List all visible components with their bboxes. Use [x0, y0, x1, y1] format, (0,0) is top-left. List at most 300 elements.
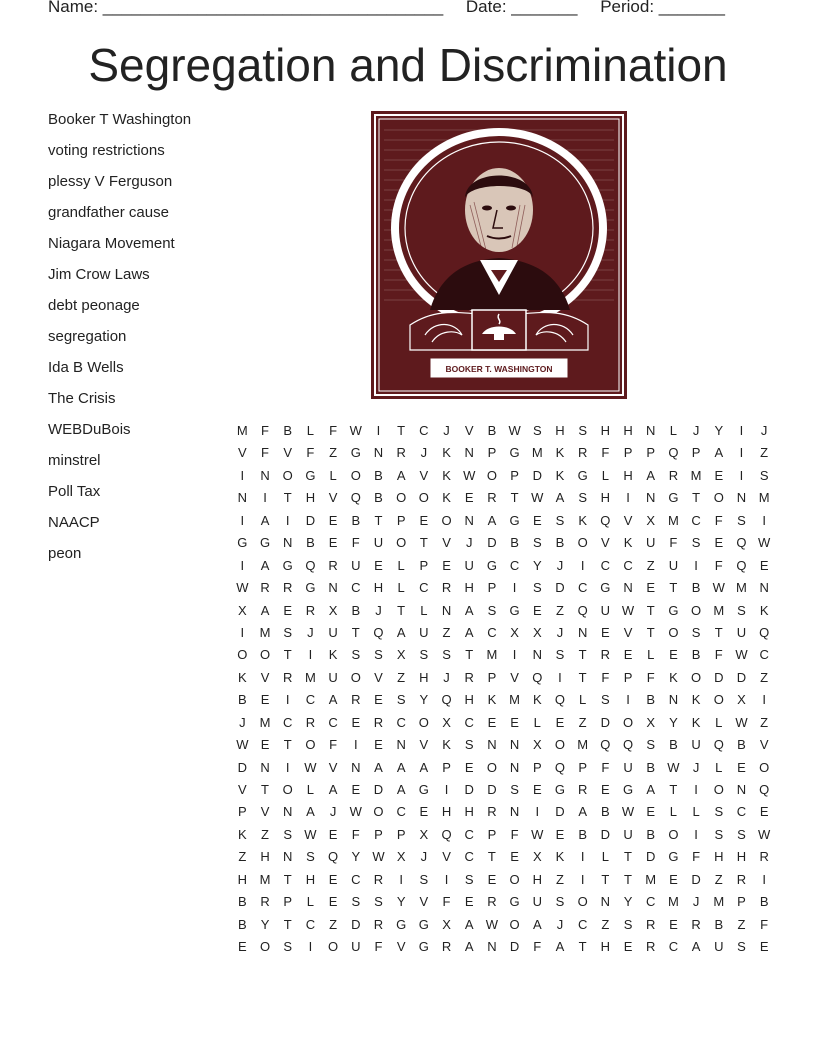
word-list-item: Niagara Movement	[48, 235, 175, 252]
grid-letter: E	[623, 939, 633, 955]
grid-letter: T	[283, 916, 292, 932]
grid-letter: I	[694, 782, 698, 797]
grid-letter: L	[692, 804, 700, 820]
grid-letter: T	[419, 535, 428, 551]
grid-letter: P	[646, 445, 656, 461]
date-field-label: Date: _______	[465, 0, 578, 16]
grid-letter: B	[306, 535, 315, 551]
grid-letter: M	[304, 669, 316, 685]
grid-letter: O	[305, 737, 316, 753]
grid-letter: B	[510, 535, 519, 551]
grid-letter: X	[532, 849, 542, 865]
grid-letter: Q	[736, 557, 747, 573]
grid-letter: W	[735, 647, 748, 663]
grid-letter: C	[305, 916, 316, 932]
grid-letter: J	[556, 557, 564, 573]
grid-letter: Y	[714, 423, 724, 438]
grid-letter: O	[554, 737, 566, 753]
grid-letter: B	[669, 737, 678, 753]
grid-letter: R	[668, 467, 679, 483]
grid-letter: Z	[760, 669, 769, 685]
grid-letter: B	[714, 916, 724, 932]
grid-letter: T	[351, 624, 360, 640]
grid-letter: H	[373, 580, 384, 596]
grid-letter: O	[373, 804, 384, 820]
grid-letter: G	[600, 580, 611, 596]
grid-letter: Q	[305, 557, 316, 573]
grid-letter: X	[532, 624, 542, 640]
grid-letter: A	[260, 512, 270, 528]
grid-letter: Z	[601, 916, 610, 932]
grid-letter: W	[372, 849, 385, 865]
grid-letter: L	[601, 467, 609, 483]
grid-letter: I	[240, 512, 245, 528]
grid-row	[231, 914, 776, 936]
grid-letter: C	[487, 624, 497, 640]
grid-letter: E	[260, 692, 270, 708]
word-list	[48, 110, 191, 575]
grid-letter: K	[238, 669, 247, 685]
grid-letter: L	[601, 849, 609, 865]
grid-letter: N	[668, 692, 679, 708]
grid-letter: L	[397, 580, 405, 596]
grid-letter: T	[261, 782, 269, 797]
grid-letter: D	[487, 782, 497, 797]
grid-letter: S	[419, 871, 429, 887]
grid-letter: Z	[397, 669, 406, 685]
grid-row	[231, 600, 776, 622]
grid-letter: G	[668, 849, 679, 865]
grid-letter: U	[714, 939, 724, 955]
grid-letter: B	[691, 580, 701, 596]
grid-letter: T	[487, 849, 496, 865]
grid-letter: K	[238, 826, 247, 842]
word-list-item: WEBDuBois	[48, 421, 131, 438]
grid-letter: I	[626, 490, 630, 506]
grid-letter: P	[487, 669, 497, 685]
grid-letter: R	[646, 939, 656, 955]
grid-letter: D	[555, 580, 565, 596]
grid-letter: H	[623, 467, 633, 483]
grid-letter: W	[531, 826, 544, 842]
grid-letter: R	[487, 894, 497, 910]
grid-letter: R	[305, 602, 316, 618]
grid-letter: S	[532, 423, 542, 438]
grid-letter: Z	[555, 871, 564, 887]
grid-letter: M	[509, 692, 521, 708]
grid-letter: C	[419, 423, 429, 438]
grid-letter: S	[283, 826, 293, 842]
grid-letter: R	[759, 849, 769, 865]
grid-letter: T	[283, 490, 292, 506]
grid-letter: K	[532, 692, 542, 708]
grid-letter: Y	[351, 849, 361, 865]
grid-letter: N	[441, 602, 452, 618]
grid-letter: P	[396, 826, 406, 842]
grid-letter: R	[260, 580, 270, 596]
grid-letter: I	[626, 692, 630, 708]
grid-letter: E	[487, 871, 497, 887]
grid-letter: M	[713, 602, 725, 618]
grid-letter: D	[351, 916, 361, 932]
grid-letter: E	[601, 624, 610, 640]
grid-letter: X	[419, 826, 429, 842]
grid-letter: Q	[441, 692, 452, 708]
grid-letter: S	[737, 939, 746, 955]
grid-letter: G	[509, 602, 520, 618]
grid-letter: S	[555, 894, 565, 910]
grid-letter: K	[623, 535, 633, 551]
grid-letter: W	[485, 916, 499, 932]
grid-letter: O	[350, 467, 361, 483]
grid-letter: W	[735, 714, 748, 730]
grid-letter: M	[486, 647, 498, 663]
grid-letter: N	[464, 512, 474, 528]
grid-letter: K	[555, 445, 565, 461]
grid-letter: S	[623, 916, 633, 932]
grid-letter: S	[442, 647, 451, 663]
grid-letter: E	[759, 557, 769, 573]
grid-letter: R	[577, 445, 588, 461]
grid-letter: B	[578, 826, 587, 842]
grid-letter: H	[736, 849, 747, 865]
grid-row	[231, 555, 776, 577]
grid-letter: N	[577, 624, 588, 640]
grid-letter: G	[668, 602, 679, 618]
grid-letter: Q	[373, 624, 384, 640]
grid-letter: Q	[554, 692, 566, 708]
grid-letter: K	[442, 467, 451, 483]
grid-letter: S	[601, 692, 610, 708]
grid-letter: B	[646, 759, 656, 775]
grid-letter: E	[646, 804, 656, 820]
word-search-grid	[231, 420, 776, 959]
grid-letter: M	[259, 714, 271, 730]
grid-letter: Q	[577, 602, 588, 618]
grid-letter: Q	[668, 445, 679, 461]
grid-letter: B	[283, 423, 293, 438]
grid-letter: I	[285, 759, 290, 775]
word-list-item: The Crisis	[48, 390, 116, 407]
grid-letter: I	[580, 849, 585, 865]
grid-letter: Y	[396, 894, 406, 910]
grid-letter: H	[305, 871, 316, 887]
grid-letter: A	[306, 804, 315, 820]
grid-letter: S	[351, 894, 361, 910]
grid-letter: Z	[261, 826, 269, 842]
grid-letter: S	[532, 535, 542, 551]
grid-letter: U	[623, 759, 633, 775]
grid-letter: P	[691, 445, 701, 461]
grid-letter: A	[646, 782, 656, 797]
grid-letter: V	[374, 669, 383, 685]
grid-letter: P	[623, 445, 633, 461]
grid-letter: P	[419, 557, 429, 573]
grid-letter: K	[691, 714, 701, 730]
grid-letter: S	[374, 894, 383, 910]
grid-letter: Z	[329, 916, 338, 932]
grid-letter: E	[532, 512, 542, 528]
grid-letter: S	[283, 624, 293, 640]
grid-letter: N	[600, 894, 611, 910]
grid-letter: Y	[623, 894, 633, 910]
grid-letter: Q	[328, 849, 339, 865]
grid-letter: J	[443, 423, 450, 438]
grid-letter: E	[351, 714, 361, 730]
grid-letter: K	[442, 490, 451, 506]
grid-letter: G	[418, 939, 429, 955]
grid-letter: G	[237, 535, 248, 551]
grid-letter: R	[600, 647, 611, 663]
grid-letter: D	[509, 939, 520, 955]
grid-letter: A	[646, 467, 656, 483]
grid-letter: G	[486, 557, 497, 573]
grid-row	[231, 846, 776, 868]
word-list-item: voting restrictions	[48, 142, 165, 159]
grid-letter: R	[441, 939, 452, 955]
grid-letter: U	[668, 557, 679, 573]
grid-letter: C	[646, 894, 656, 910]
grid-letter: I	[739, 445, 744, 461]
grid-letter: X	[396, 849, 406, 865]
grid-letter: V	[442, 535, 451, 551]
grid-letter: T	[669, 580, 678, 596]
portrait-image	[370, 110, 628, 400]
grid-letter: W	[508, 423, 521, 438]
grid-letter: O	[396, 535, 407, 551]
grid-letter: E	[351, 782, 361, 797]
grid-letter: I	[399, 871, 403, 887]
grid-letter: I	[240, 624, 245, 640]
grid-letter: L	[306, 423, 315, 438]
grid-letter: C	[283, 714, 293, 730]
grid-letter: C	[351, 871, 361, 887]
grid-letter: G	[509, 445, 520, 461]
grid-letter: D	[600, 714, 611, 730]
grid-letter: E	[555, 714, 565, 730]
grid-letter: D	[691, 871, 701, 887]
grid-letter: S	[283, 939, 293, 955]
portrait-caption: BOOKER T. WASHINGTON	[445, 364, 553, 374]
grid-letter: U	[464, 557, 474, 573]
grid-letter: I	[739, 467, 744, 483]
grid-letter: E	[487, 714, 497, 730]
grid-letter: X	[646, 714, 656, 730]
word-list-item: debt peonage	[48, 297, 140, 314]
grid-letter: W	[712, 580, 725, 596]
grid-letter: G	[396, 916, 407, 932]
grid-letter: O	[328, 939, 339, 955]
grid-letter: H	[714, 849, 724, 865]
grid-letter: N	[736, 782, 747, 797]
grid-letter: C	[736, 804, 747, 820]
grid-letter: N	[509, 737, 520, 753]
grid-letter: I	[376, 423, 381, 438]
grid-letter: I	[694, 557, 698, 573]
grid-letter: B	[601, 804, 610, 820]
portrait-engraving	[370, 110, 628, 400]
grid-letter: A	[396, 624, 406, 640]
grid-letter: V	[260, 804, 270, 820]
grid-letter: M	[531, 445, 543, 461]
grid-letter: E	[669, 647, 678, 663]
grid-letter: D	[532, 467, 542, 483]
grid-letter: H	[623, 423, 633, 438]
grid-letter: B	[759, 894, 769, 910]
grid-letter: A	[396, 759, 406, 775]
grid-letter: T	[578, 939, 587, 955]
grid-letter: X	[328, 602, 338, 618]
grid-letter: I	[308, 647, 313, 663]
grid-letter: V	[442, 849, 451, 865]
grid-letter: E	[260, 737, 270, 753]
grid-letter: V	[419, 894, 429, 910]
grid-row	[231, 487, 776, 509]
grid-letter: E	[442, 557, 451, 573]
grid-letter: P	[442, 759, 451, 775]
grid-letter: R	[305, 714, 316, 730]
grid-letter: A	[532, 916, 542, 932]
grid-letter: E	[328, 535, 338, 551]
grid-letter: A	[555, 939, 565, 955]
grid-row	[231, 577, 776, 599]
grid-letter: O	[668, 826, 679, 842]
grid-letter: N	[646, 490, 656, 506]
grid-letter: L	[715, 759, 723, 775]
grid-letter: N	[283, 535, 293, 551]
grid-letter: V	[238, 782, 247, 797]
grid-letter: U	[532, 894, 542, 910]
grid-letter: G	[577, 467, 588, 483]
grid-letter: O	[259, 939, 271, 955]
grid-letter: F	[601, 445, 610, 461]
grid-letter: W	[349, 804, 362, 820]
grid-letter: J	[556, 624, 564, 640]
grid-letter: E	[374, 737, 383, 753]
grid-letter: C	[577, 916, 588, 932]
grid-letter: F	[714, 647, 723, 663]
grid-letter: A	[260, 557, 270, 573]
grid-letter: Q	[350, 490, 361, 506]
grid-letter: I	[240, 467, 245, 483]
grid-row	[231, 891, 776, 913]
grid-letter: T	[510, 490, 519, 506]
grid-letter: G	[259, 535, 271, 551]
grid-letter: Q	[600, 737, 611, 753]
grid-letter: B	[351, 602, 361, 618]
grid-letter: S	[510, 782, 519, 797]
grid-letter: Y	[669, 714, 678, 730]
grid-letter: S	[419, 647, 429, 663]
grid-letter: Q	[713, 737, 724, 753]
grid-letter: G	[350, 445, 361, 461]
grid-letter: F	[714, 557, 723, 573]
grid-letter: J	[420, 445, 428, 461]
grid-letter: G	[509, 512, 520, 528]
grid-letter: T	[578, 647, 587, 663]
grid-letter: N	[646, 423, 656, 438]
grid-letter: F	[601, 669, 610, 685]
grid-letter: I	[512, 580, 517, 596]
grid-letter: U	[328, 624, 338, 640]
grid-row	[231, 801, 776, 823]
grid-letter: P	[238, 804, 247, 820]
grid-letter: B	[238, 916, 247, 932]
grid-letter: A	[419, 759, 429, 775]
grid-letter: L	[669, 804, 678, 820]
grid-letter: S	[555, 647, 565, 663]
grid-letter: N	[328, 580, 338, 596]
grid-letter: O	[259, 647, 271, 663]
grid-letter: I	[308, 939, 313, 955]
grid-letter: C	[419, 580, 429, 596]
grid-letter: B	[487, 423, 497, 438]
grid-letter: O	[691, 669, 702, 685]
grid-letter: P	[578, 759, 587, 775]
grid-letter: T	[624, 849, 632, 865]
grid-letter: J	[239, 714, 246, 730]
grid-letter: R	[577, 782, 588, 797]
grid-letter: F	[306, 445, 315, 461]
grid-letter: P	[396, 512, 406, 528]
grid-letter: S	[306, 849, 315, 865]
grid-letter: S	[351, 647, 361, 663]
grid-letter: C	[623, 557, 633, 573]
grid-letter: E	[374, 557, 383, 573]
grid-letter: N	[464, 445, 474, 461]
grid-letter: Y	[532, 557, 542, 573]
grid-letter: J	[307, 624, 314, 640]
grid-letter: T	[578, 669, 587, 685]
grid-letter: S	[487, 602, 497, 618]
grid-letter: S	[578, 423, 587, 438]
grid-letter: E	[419, 804, 429, 820]
grid-letter: G	[668, 490, 679, 506]
grid-letter: W	[304, 826, 317, 842]
grid-letter: M	[259, 624, 271, 640]
grid-letter: V	[623, 512, 633, 528]
grid-letter: K	[487, 692, 497, 708]
grid-letter: N	[260, 759, 270, 775]
page-title: Segregation and Discrimination	[88, 39, 728, 91]
grid-letter: M	[236, 423, 248, 438]
grid-letter: N	[373, 445, 384, 461]
grid-letter: O	[418, 714, 429, 730]
grid-letter: S	[759, 467, 769, 483]
grid-letter: A	[487, 512, 497, 528]
grid-letter: E	[464, 759, 474, 775]
grid-letter: W	[758, 535, 771, 551]
grid-letter: N	[736, 490, 747, 506]
grid-letter: O	[486, 759, 497, 775]
grid-letter: B	[691, 647, 701, 663]
grid-letter: T	[397, 423, 406, 438]
grid-letter: H	[305, 490, 316, 506]
grid-letter: V	[283, 445, 293, 461]
grid-letter: J	[443, 669, 450, 685]
grid-letter: J	[760, 423, 768, 438]
grid-letter: O	[759, 759, 770, 775]
grid-letter: O	[282, 782, 293, 797]
grid-letter: S	[737, 602, 746, 618]
grid-letter: C	[305, 692, 316, 708]
name-field-label: Name: ____________________________________	[48, 0, 444, 16]
grid-letter: V	[601, 535, 610, 551]
grid-letter: B	[238, 894, 247, 910]
grid-letter: Z	[442, 624, 451, 640]
grid-letter: K	[759, 602, 769, 618]
grid-letter: L	[397, 557, 405, 573]
